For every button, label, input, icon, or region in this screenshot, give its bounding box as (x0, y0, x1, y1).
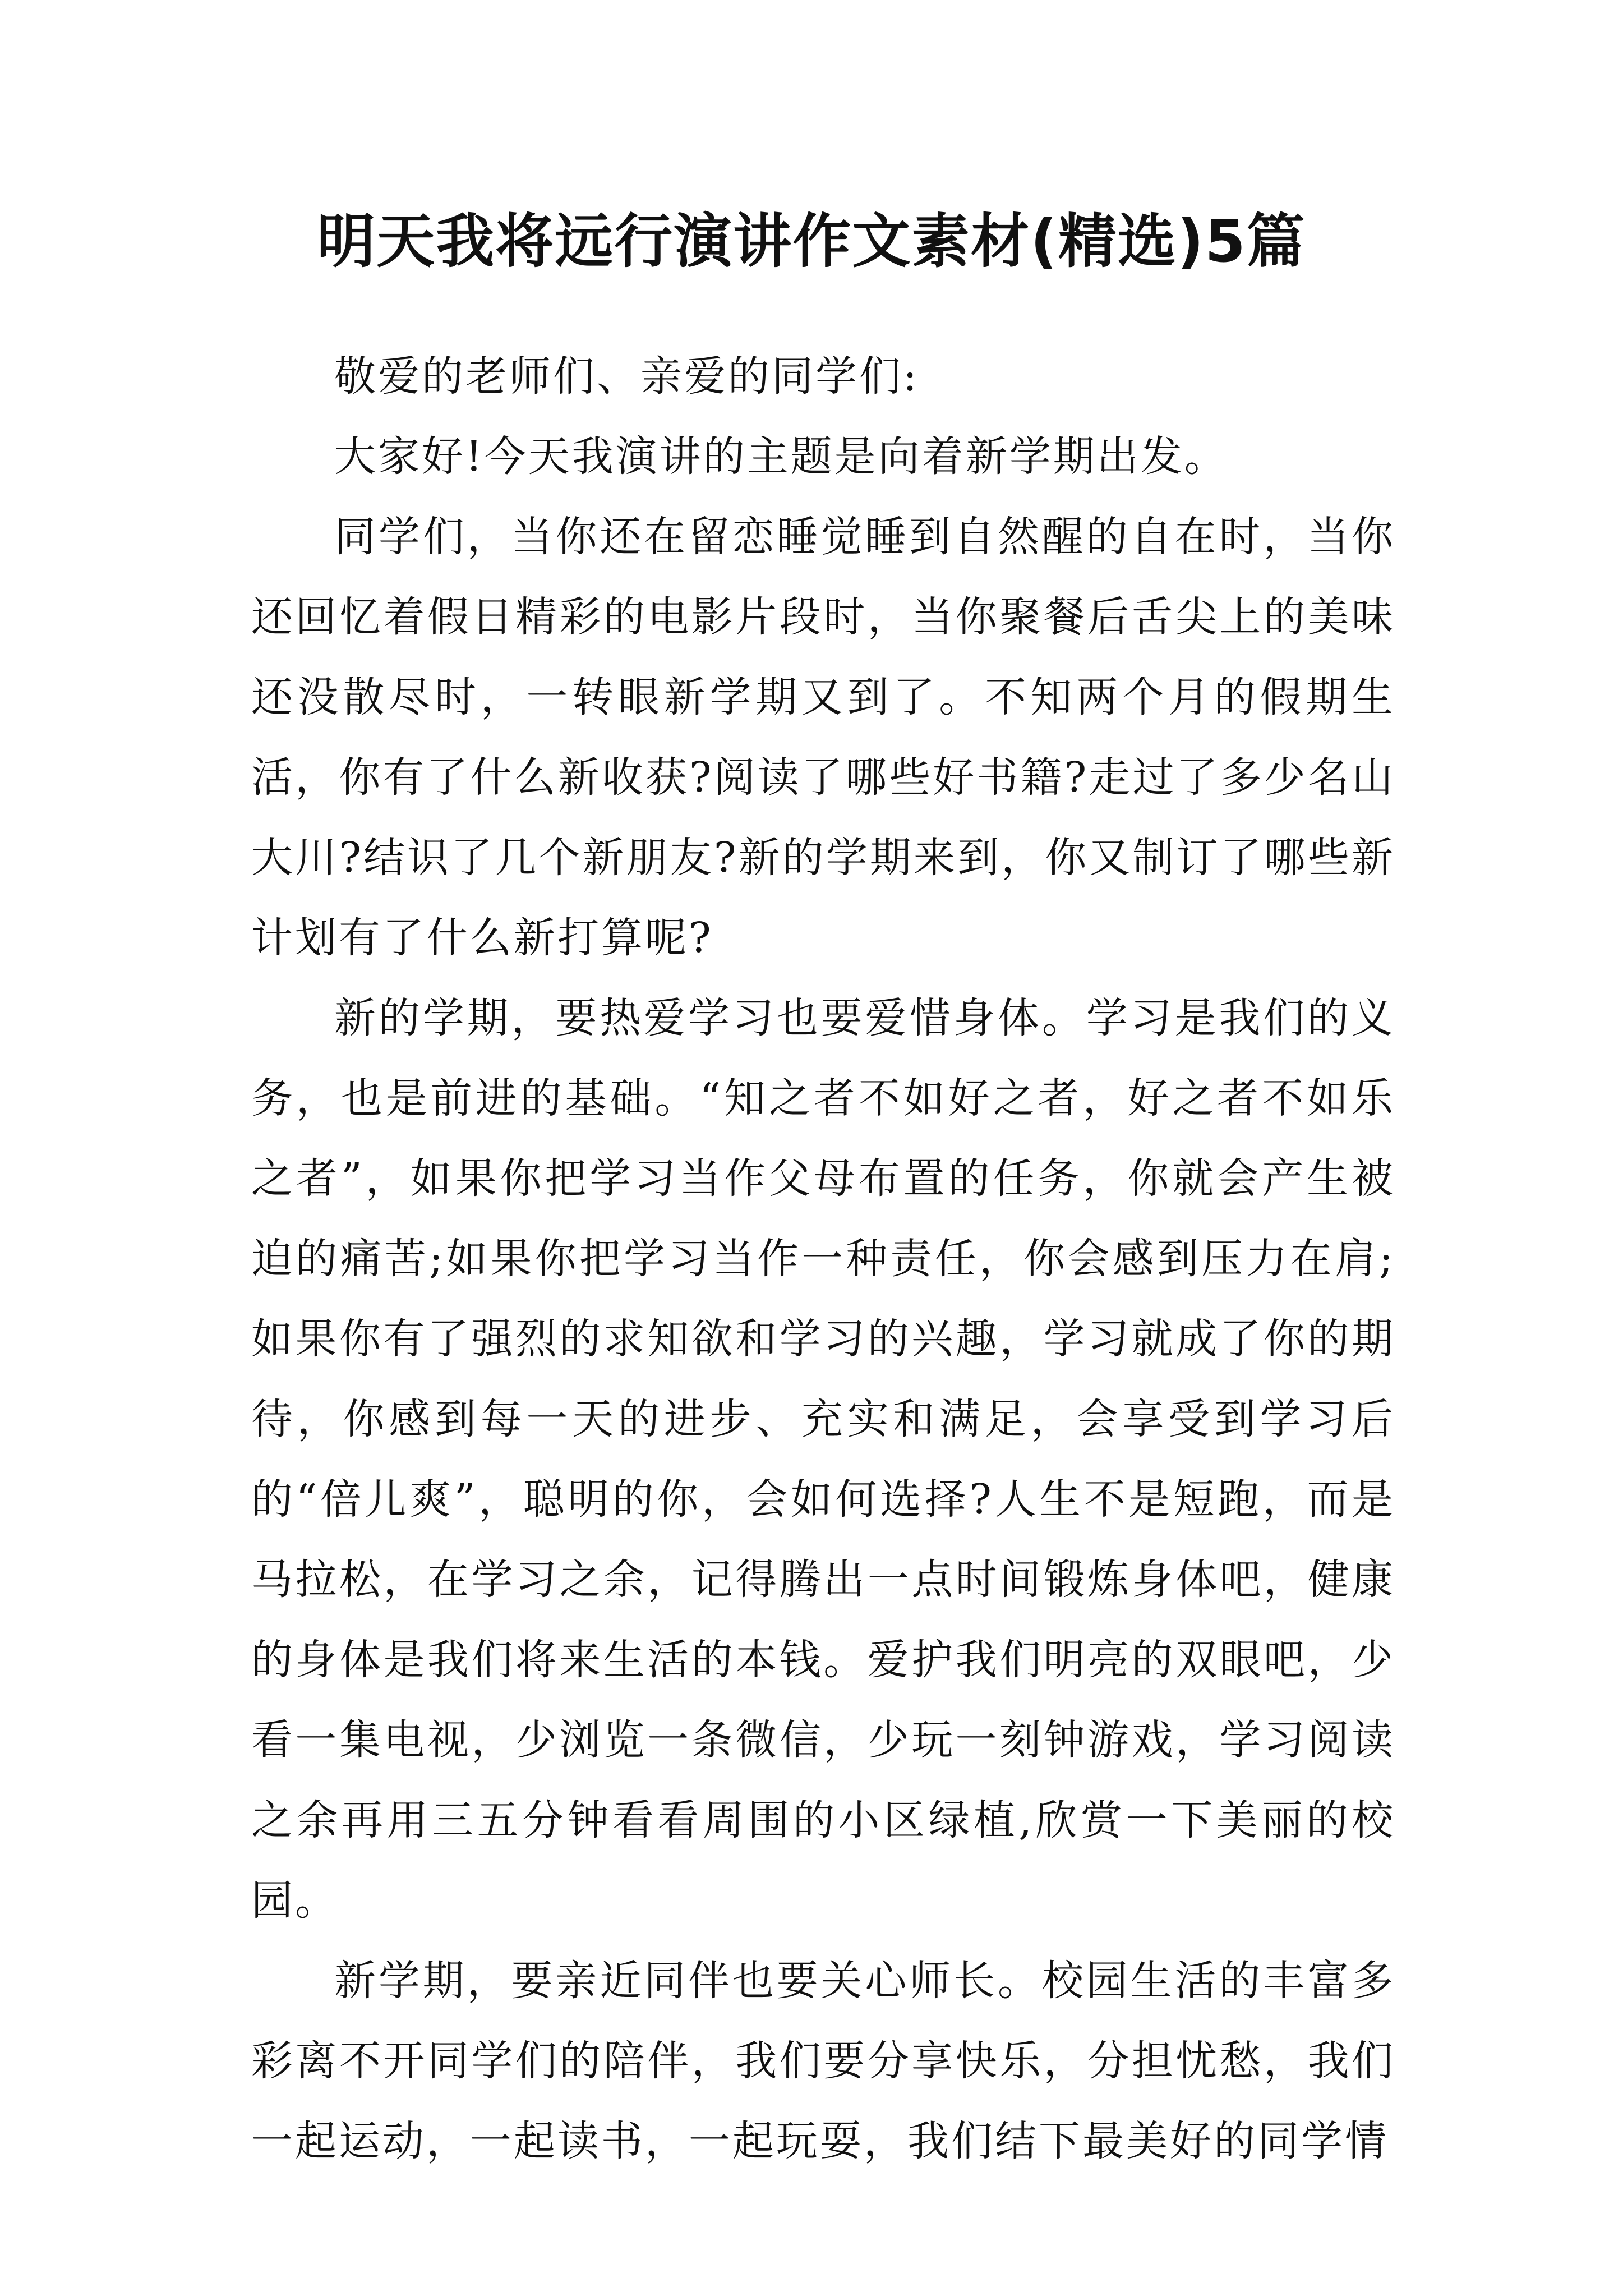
paragraph-greeting: 大家好!今天我演讲的主题是向着新学期出发。 (334, 432, 1228, 481)
paragraph-intro: 同学们，当你还在留恋睡觉睡到自然醒的自在时，当你还回忆着假日精彩的电影片段时，当你聚餐后舌尖上的美味还没散尽时，一转眼新学期又到了。不知两个月的假期生活，你有了什么新收获?阅读了哪些好书籍?走过了多少名山大川?结识了几个新朋友?新的学期来到，你又制订了哪些新计划有了什么新打算呢? (251, 513, 1395, 962)
document-body (251, 337, 1395, 2182)
paragraph-salutation: 敬爱的老师们、亲爱的同学们: (334, 352, 919, 401)
document-title: 明天我将远行演讲作文素材(精选)5篇 (317, 207, 1306, 275)
paragraph-companions: 新学期，要亲近同伴也要关心师长。校园生活的丰富多彩离不开同学们的陪伴，我们要分享快乐，分担忧愁，我们一起运动，一起读书，一起玩耍，我们结下最美好的同学情 (251, 1957, 1395, 2165)
paragraph-study-health: 新的学期，要热爱学习也要爱惜身体。学习是我们的义务，也是前进的基础。“知之者不如好之者，好之者不如乐之者”，如果你把学习当作父母布置的任务，你就会产生被迫的痛苦;如果你把学习当作一种责任，你会感到压力在肩;如果你有了强烈的求知欲和学习的兴趣，学习就成了你的期待，你感到每一天的进步、充实和满足，会享受到学习后的“倍儿爽”，聪明的你，会如何选择?人生不是短跑，而是马拉松，在学习之余，记得腾出一点时间锻炼身体吧，健康的身体是我们将来生活的本钱。爱护我们明亮的双眼吧，少看一集电视，少浏览一条微信，少玩一刻钟游戏，学习阅读之余再用三五分钟看看周围的小区绿植,欣赏一下美丽的校园。 (251, 994, 1395, 1925)
